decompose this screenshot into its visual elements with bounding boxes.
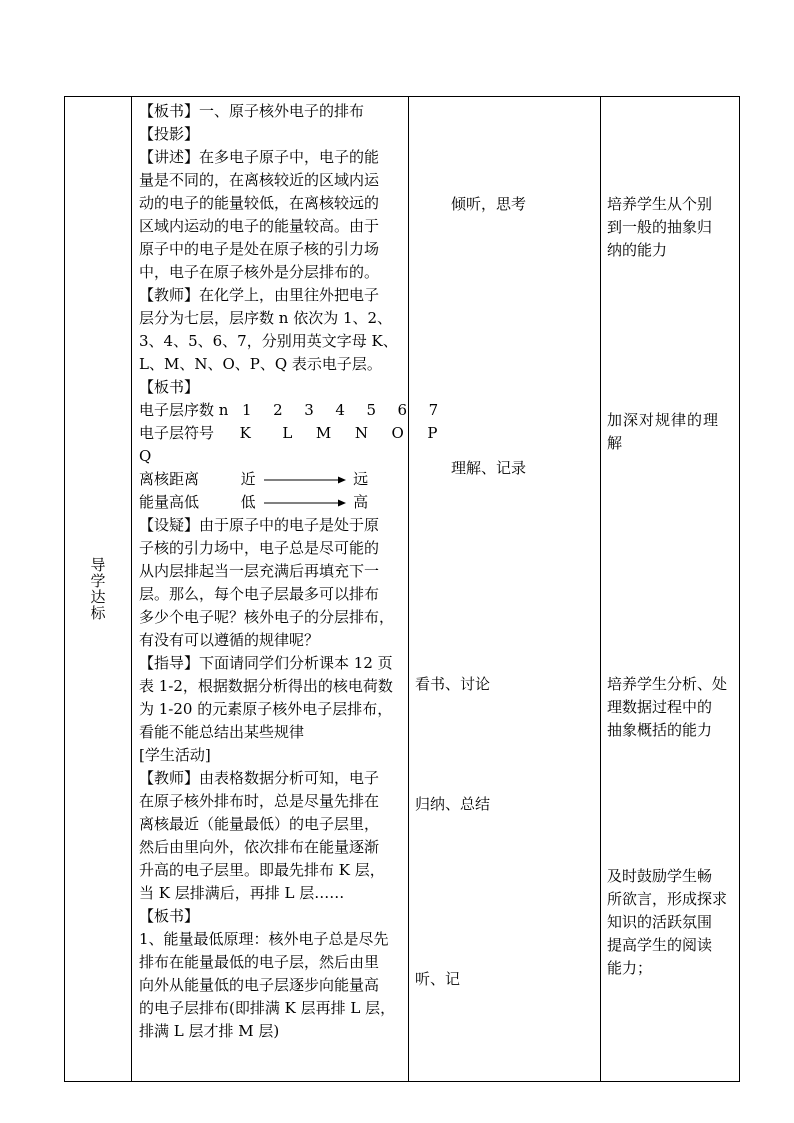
text-line: 为 1-20 的元素原子核外电子层排布， <box>139 700 393 718</box>
text-line: 当 K 层排满后，再排 L 层…… <box>139 884 345 902</box>
right-arrow-icon <box>262 498 346 508</box>
student-activity: 听、记 <box>415 970 461 988</box>
layer-number: 4 <box>335 401 345 419</box>
text-line: 排满 L 层才排 M 层) <box>139 1022 280 1040</box>
text-line: 原子中的电子是处在原子核的引力场 <box>139 240 380 258</box>
energy-label: 能量高低 <box>139 493 200 511</box>
student-activity: 归纳、总结 <box>415 795 491 813</box>
board-heading: 【板书】一、原子核外电子的排布 <box>139 102 365 120</box>
design-intent <box>607 673 737 742</box>
layer-number: 3 <box>304 401 314 419</box>
text-line: 多少个电子呢？核外电子的分层排布， <box>139 608 395 626</box>
text-line: 中，电子在原子核外是分层排布的。 <box>139 263 380 281</box>
text-line: 排布在能量最低的电子层，然后由里 <box>139 953 380 971</box>
layer-number: 6 <box>397 401 408 419</box>
text-line: 3、4、5、6、7，分别用英文字母 K、 <box>139 332 398 350</box>
right-arrow-icon <box>262 475 346 485</box>
student-activity-label: [学生活动] <box>139 746 211 764</box>
projection-label: 【投影】 <box>139 125 200 143</box>
distance-label: 离核距离 <box>139 470 200 488</box>
text-line: 理数据过程中的 <box>607 698 713 716</box>
text-line: 看能不能总结出某些规律 <box>139 723 305 741</box>
text-line: 【指导】下面请同学们分析课本 12 页 <box>139 654 393 672</box>
text-line: 1、能量最低原理：核外电子总是尽先 <box>139 930 389 948</box>
layer-symbol: O <box>391 424 404 442</box>
text-line: 有没有可以遵循的规律呢？ <box>139 631 320 649</box>
student-activity: 倾听，思考 <box>451 195 527 213</box>
column-divider <box>131 97 132 1081</box>
lesson-table <box>64 96 740 1082</box>
design-intent <box>607 865 737 980</box>
text-line: 提高学生的阅读 <box>607 936 713 954</box>
text-line: 【教师】由表格数据分析可知，电子 <box>139 769 380 787</box>
energy-from: 低 <box>240 493 256 511</box>
layer-symbol: K <box>239 424 251 442</box>
text-line: 离核最近（能量最低）的电子层里， <box>139 815 380 833</box>
text-line: 然后由里向外，依次排布在能量逐渐 <box>139 838 380 856</box>
layer-symbol: L <box>282 424 293 442</box>
layer-symbol: Q <box>139 447 152 465</box>
distance-row <box>139 468 403 491</box>
layer-symbol-label: 电子层符号 <box>139 424 215 442</box>
stage-cell <box>65 97 131 1081</box>
text-line: 解 <box>607 434 623 452</box>
text-line: 纳的能力 <box>607 241 668 259</box>
text-line: 从内层排起当一层充满后再填充下一 <box>139 562 380 580</box>
layer-number: 5 <box>366 401 376 419</box>
text-line: 及时鼓励学生畅 <box>607 867 713 885</box>
layer-number: 2 <box>273 401 283 419</box>
layer-number: 1 <box>242 401 252 419</box>
text-line: 能力； <box>607 959 653 977</box>
text-line: 层。那么，每个电子层最多可以排布 <box>139 585 380 603</box>
text-line: 培养学生分析、处 <box>607 675 728 693</box>
guidance-paragraph <box>139 652 403 744</box>
text-line: 【教师】在化学上，由里往外把电子 <box>139 286 380 304</box>
student-activity: 理解、记录 <box>451 459 527 477</box>
distance-to: 远 <box>353 470 369 488</box>
text-line: 【设疑】由于原子中的电子是处于原 <box>139 516 380 534</box>
text-line: 【讲述】在多电子原子中，电子的能 <box>139 148 380 166</box>
column-divider <box>600 97 601 1081</box>
text-line: 加深对规律的理 <box>607 411 720 429</box>
text-line: 知识的活跃氛围 <box>607 913 713 931</box>
student-activity: 看书、讨论 <box>415 675 491 693</box>
layer-symbol-row <box>139 422 438 445</box>
energy-row <box>139 491 403 514</box>
text-line: 的电子层排布(即排满 K 层再排 L 层， <box>139 999 396 1017</box>
column-divider <box>408 97 409 1081</box>
layer-symbol: N <box>354 424 368 442</box>
principle-paragraph <box>139 928 403 1043</box>
text-line: 抽象概括的能力 <box>607 721 713 739</box>
stage-label: 导学达标 <box>88 557 107 621</box>
text-line: 区域内运动的电子的能量较高。由于 <box>139 217 380 235</box>
text-line: 到一般的抽象归 <box>607 218 713 236</box>
design-intent <box>607 409 737 455</box>
text-line: 表 1-2，根据数据分析得出的核电荷数 <box>139 677 393 695</box>
text-line: 子核的引力场中，电子总是尽可能的 <box>139 539 380 557</box>
analysis-paragraph <box>139 767 403 905</box>
text-line: 动的电子的能量较低，在离核较远的 <box>139 194 380 212</box>
teacher-paragraph <box>139 284 403 376</box>
layer-number-label: 电子层序数 n <box>139 401 229 419</box>
text-line: 培养学生从个别 <box>607 195 713 213</box>
question-paragraph <box>139 514 403 652</box>
text-line: 在原子核外排布时，总是尽量先排在 <box>139 792 380 810</box>
layer-number-row <box>139 399 439 422</box>
text-line: 层分为七层，层序数 n 依次为 1、2、 <box>139 309 393 327</box>
layer-number: 7 <box>428 401 439 419</box>
energy-to: 高 <box>353 493 369 511</box>
design-intent <box>607 193 737 262</box>
layer-symbol: M <box>315 424 332 442</box>
board-label: 【板书】 <box>139 378 200 396</box>
text-line: L、M、N、O、P、Q 表示电子层。 <box>139 355 382 373</box>
layer-symbol: P <box>427 424 438 442</box>
text-line: 所欲言，形成探求 <box>607 890 728 908</box>
distance-from: 近 <box>240 470 256 488</box>
text-line: 向外从能量低的电子层逐步向能量高 <box>139 976 380 994</box>
text-line: 量是不同的，在离核较近的区域内运 <box>139 171 380 189</box>
board-label: 【板书】 <box>139 907 200 925</box>
text-line: 升高的电子层里。即最先排布 K 层， <box>139 861 385 879</box>
lecture-paragraph <box>139 146 403 284</box>
